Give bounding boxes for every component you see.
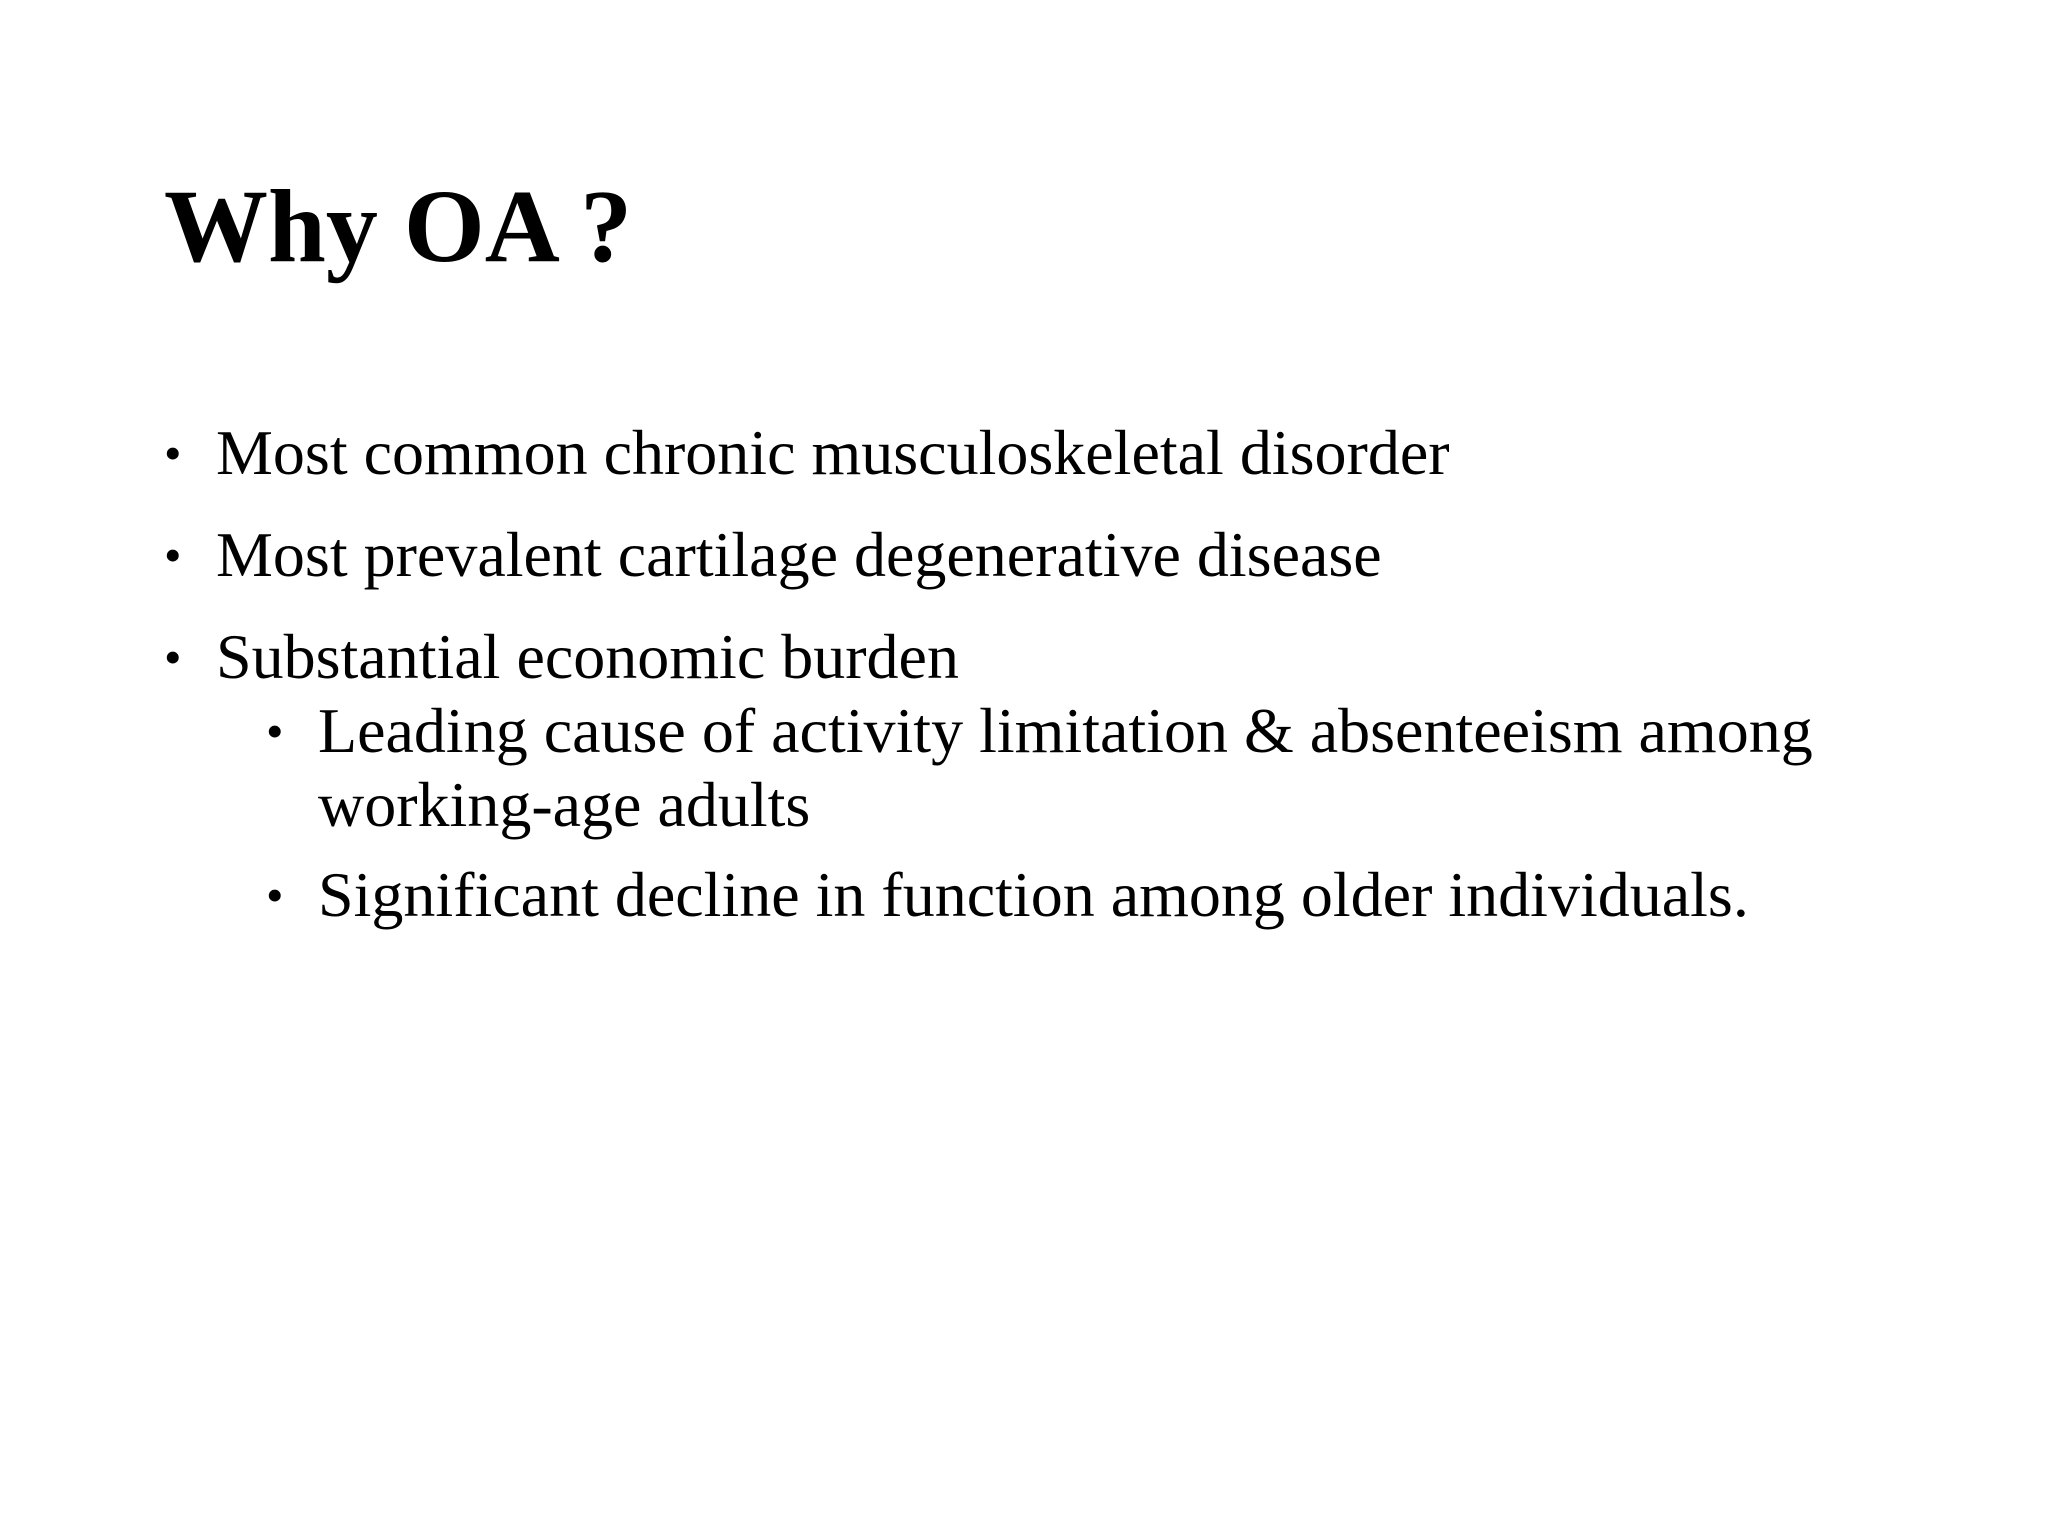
- bullet-dot-icon: •: [164, 527, 182, 583]
- bullet-item: [164, 416, 1984, 490]
- bullet-dot-icon: •: [164, 629, 182, 685]
- bullet-text: Most prevalent cartilage degenerative disease: [216, 519, 1382, 590]
- sub-bullet-text: Leading cause of activity limitation & absenteeism among working-age adults: [318, 695, 1813, 840]
- bullet-item: [164, 620, 1984, 694]
- sub-bullet-item: [266, 858, 1984, 932]
- bullet-dot-icon: •: [164, 425, 182, 481]
- bullet-list: [164, 416, 1984, 948]
- bullet-text: Substantial economic burden: [216, 621, 959, 692]
- sub-bullet-text: Significant decline in function among older individuals.: [318, 859, 1749, 930]
- bullet-item: [164, 518, 1984, 592]
- slide-title: Why OA ?: [164, 169, 633, 284]
- bullet-text: Most common chronic musculoskeletal disorder: [216, 417, 1450, 488]
- sub-bullet-item: [266, 694, 1828, 842]
- sub-bullet-dot-icon: •: [266, 703, 284, 759]
- sub-bullet-dot-icon: •: [266, 867, 284, 923]
